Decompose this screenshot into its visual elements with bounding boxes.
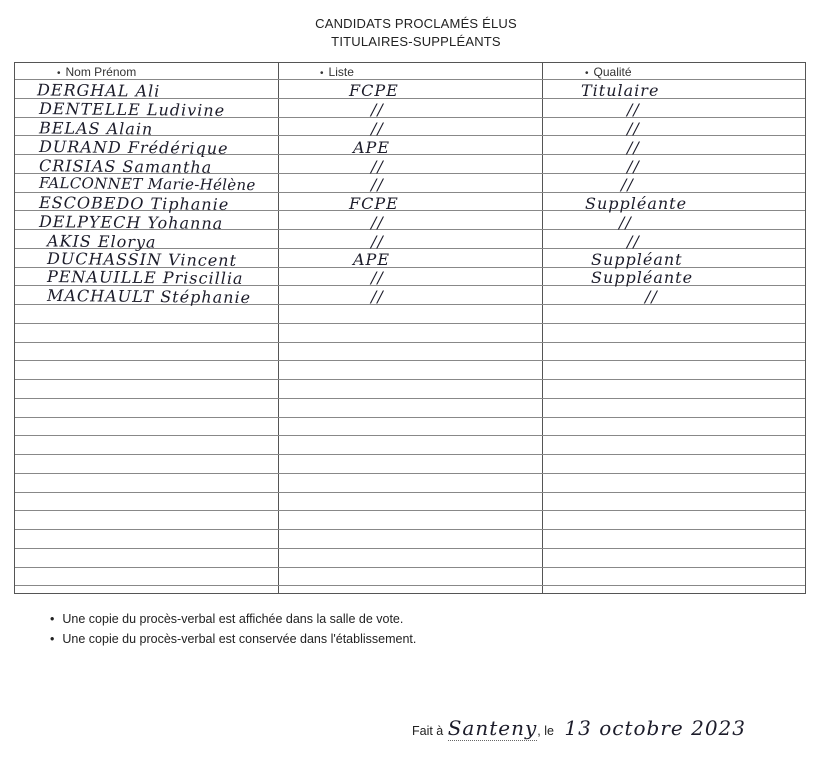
row-8-list: // [371, 213, 384, 232]
notes-list [50, 612, 416, 652]
signature-prefix: Fait à [412, 724, 444, 738]
row-divider [15, 510, 805, 511]
document-subtitle: TITULAIRES-SUPPLÉANTS [331, 34, 501, 49]
row-divider [15, 398, 805, 399]
row-divider [15, 529, 805, 530]
row-divider [15, 435, 805, 436]
column-divider [542, 63, 543, 593]
row-divider [15, 473, 805, 474]
header-name: • Nom Prénom [57, 65, 137, 79]
row-2-list: // [371, 100, 384, 119]
row-4-name: DURAND Frédérique [38, 137, 229, 158]
row-6-name: FALCONNET Marie-Hélène [38, 173, 256, 195]
row-10-quality: Suppléant [591, 250, 683, 269]
signature-place: Santeny [447, 716, 538, 740]
row-3-quality: // [627, 119, 640, 138]
row-3-name: BELAS Alain [38, 118, 154, 139]
row-5-quality: // [627, 157, 640, 176]
row-11-quality: Suppléante [591, 268, 694, 287]
note-text: Une copie du procès-verbal est conservée dans l'établissement. [62, 632, 417, 646]
document-title: CANDIDATS PROCLAMÉS ÉLUS [315, 16, 517, 31]
row-12-list: // [371, 287, 384, 306]
signature-line [412, 716, 746, 740]
row-divider [15, 323, 805, 324]
row-4-quality: // [627, 138, 640, 157]
column-divider [278, 63, 279, 593]
row-divider [15, 548, 805, 549]
row-divider [15, 585, 805, 586]
row-divider [15, 567, 805, 568]
row-5-name: CRISIAS Samantha [38, 156, 213, 177]
row-2-quality: // [627, 100, 640, 119]
row-7-list: FCPE [349, 194, 399, 213]
row-12-quality: // [645, 287, 658, 306]
row-11-list: // [371, 268, 384, 287]
row-divider [15, 360, 805, 361]
row-divider [15, 379, 805, 380]
header-quality-label: Qualité [593, 65, 632, 79]
row-4-list: APE [353, 138, 390, 157]
note-item: • Une copie du procès-verbal est conservée dans l'établissement. [50, 632, 417, 646]
row-2-name: DENTELLE Ludivine [38, 99, 226, 120]
row-10-name: DUCHASSIN Vincent [46, 249, 238, 270]
header-quality: • Qualité [585, 65, 632, 79]
row-8-name: DELPYECH Yohanna [38, 212, 224, 233]
row-divider [15, 342, 805, 343]
header-list: • Liste [320, 65, 354, 79]
row-10-list: APE [353, 250, 390, 269]
row-1-name: DERGHAL Ali [36, 80, 161, 101]
row-6-list: // [371, 175, 384, 194]
row-7-quality: Suppléante [585, 194, 688, 213]
row-9-quality: // [627, 232, 640, 251]
row-7-name: ESCOBEDO Tiphanie [38, 193, 230, 214]
row-9-name: AKIS Elorya [46, 231, 157, 252]
signature-date: 13 octobre 2023 [564, 716, 747, 740]
note-item: • Une copie du procès-verbal est affichée dans la salle de vote. [50, 612, 404, 626]
signature-connector: , le [537, 724, 554, 738]
row-1-quality: Titulaire [581, 81, 660, 100]
row-divider [15, 79, 805, 80]
row-12-name: MACHAULT Stéphanie [46, 285, 252, 308]
elected-candidates-table [14, 62, 806, 594]
row-3-list: // [371, 119, 384, 138]
row-6-quality: // [621, 175, 634, 194]
row-divider [15, 417, 805, 418]
row-divider [15, 454, 805, 455]
header-list-label: Liste [328, 65, 354, 79]
row-9-list: // [371, 232, 384, 251]
row-11-name: PENAUILLE Priscillia [46, 266, 244, 289]
row-1-list: FCPE [349, 81, 399, 100]
header-name-label: Nom Prénom [65, 65, 137, 79]
row-5-list: // [371, 157, 384, 176]
note-text: Une copie du procès-verbal est affichée dans la salle de vote. [62, 612, 404, 626]
row-divider [15, 492, 805, 493]
row-8-quality: // [619, 213, 632, 232]
